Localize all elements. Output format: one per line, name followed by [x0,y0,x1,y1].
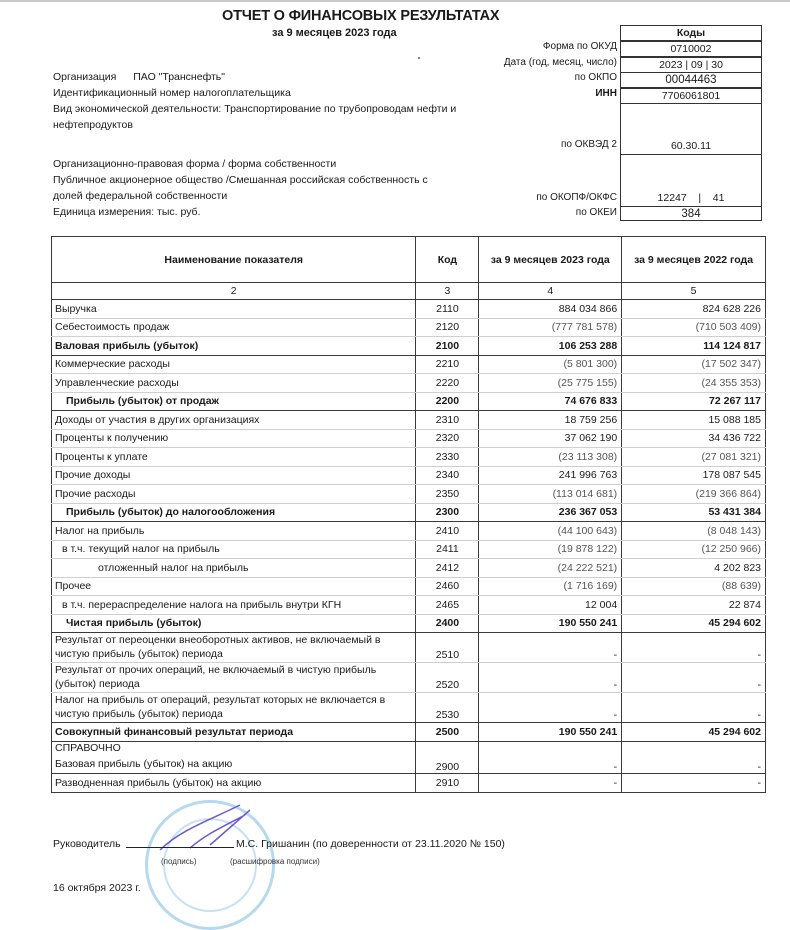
table-row [52,411,766,430]
table-row [52,577,766,596]
row-value-2022: 72 267 117 [622,392,766,411]
row-name: Прочие расходы [52,485,416,504]
table-row-reference-heading [52,741,766,755]
codes-label-date: Дата (год, месяц, число) [503,57,617,68]
row-value-2023: 12 004 [479,596,622,615]
row-name: Результат от переоценки внеоборотных активов, не включаемый в чистую прибыль (убыток) периода [52,633,416,663]
row-value-2023: 37 062 190 [479,429,622,448]
row-code: 2330 [416,448,479,467]
table-row [52,503,766,522]
table-row [52,540,766,559]
signature-caption: (подпись) [161,857,197,866]
organization-name: ПАО "Транснефть" [133,71,225,83]
table-row [52,522,766,541]
unit-label: Единица измерения: тыс. руб. [53,206,201,218]
row-name: Проценты к получению [52,429,416,448]
codes-value-okei: 384 [620,206,762,221]
activity-line-1: Вид экономической деятельности: Транспортирование по трубопроводам нефти и [53,103,457,115]
row-code: 2510 [416,633,479,663]
row-value-2022: (27 081 321) [622,448,766,467]
row-code: 2411 [416,540,479,559]
column-number: 4 [479,283,622,300]
row-name: Базовая прибыль (убыток) на акцию [52,755,416,774]
row-code: 2300 [416,503,479,522]
row-name: Доходы от участия в других организациях [52,411,416,430]
row-name: Себестоимость продаж [52,318,416,337]
signature-line [126,847,234,848]
row-value-2022: 22 874 [622,596,766,615]
column-number: 2 [52,283,416,300]
codes-label-okved: по ОКВЭД 2 [561,139,617,150]
codes-value-inn: 7706061801 [620,88,762,104]
row-value-2022: 15 088 185 [622,411,766,430]
table-row [52,663,766,693]
row-value-2023: 190 550 241 [479,723,622,742]
row-value-2022: (12 250 966) [622,540,766,559]
row-value-2022: (24 355 353) [622,374,766,393]
row-name: в т.ч. текущий налог на прибыль [52,540,416,559]
table-row [52,596,766,615]
row-code: 2350 [416,485,479,504]
table-row [52,614,766,633]
legal-form-line-2: долей федеральной собственности [53,190,228,202]
codes-value-date: 2023 | 09 | 30 [620,57,762,73]
legal-form-line-1: Публичное акционерное общество /Смешанная российская собственность с [53,174,428,186]
row-value-2022: (17 502 347) [622,355,766,374]
row-value-2023: (25 775 155) [479,374,622,393]
inn-label: Идентификационный номер налогоплательщика [53,87,291,99]
row-value-2022: 114 124 817 [622,337,766,356]
financial-results-table [51,236,766,793]
header-2022: за 9 месяцев 2022 года [622,237,766,283]
header-indicator-name: Наименование показателя [52,237,416,283]
row-code: 2100 [416,337,479,356]
row-value-2023: 241 996 763 [479,466,622,485]
row-value-2022: - [622,663,766,693]
row-name: Прочее [52,577,416,596]
row-name: отложенный налог на прибыль [52,559,416,578]
row-value-2023: - [479,774,622,793]
header-2023: за 9 месяцев 2023 года [479,237,622,283]
table-row [52,774,766,793]
row-code: 2320 [416,429,479,448]
codes-value-okopf: 12247 | 41 [620,154,762,207]
row-code: 2500 [416,723,479,742]
signature-name: М.С. Гришанин (по доверенности от 23.11.2020 № 150) [236,838,505,850]
row-name: Налог на прибыль от операций, результат которых не включается в чистую прибыль (убыток) периода [52,693,416,723]
row-name: Коммерческие расходы [52,355,416,374]
row-code: 2110 [416,300,479,319]
table-row [52,485,766,504]
row-name: Выручка [52,300,416,319]
signature-date: 16 октября 2023 г. [53,882,141,894]
row-name: Прибыль (убыток) до налогообложения [52,503,416,522]
document-title: ОТЧЕТ О ФИНАНСОВЫХ РЕЗУЛЬТАТАХ [222,8,500,24]
row-code: 2530 [416,693,479,723]
row-name: Чистая прибыль (убыток) [52,614,416,633]
codes-value-okved: 60.30.11 [620,103,762,155]
row-value-2022: (88 639) [622,577,766,596]
row-code: 2210 [416,355,479,374]
row-name: в т.ч. перераспределение налога на прибыль внутри КГН [52,596,416,615]
row-name: Результат от прочих операций, не включаемый в чистую прибыль (убыток) периода [52,663,416,693]
row-name: Налог на прибыль [52,522,416,541]
row-value-2022: - [622,693,766,723]
organization-label: Организация [53,71,117,83]
row-value-2022: 4 202 823 [622,559,766,578]
header-code: Код [416,237,479,283]
row-value-2023: 236 367 053 [479,503,622,522]
table-row [52,374,766,393]
legal-form-label: Организационно-правовая форма / форма собственности [53,158,337,170]
row-value-2023: (5 801 300) [479,355,622,374]
activity-line-2: нефтепродуктов [53,119,133,131]
table-row [52,693,766,723]
table-row [52,318,766,337]
table-row [52,355,766,374]
row-value-2022: (710 503 409) [622,318,766,337]
row-name: Разводненная прибыль (убыток) на акцию [52,774,416,793]
row-value-2023: - [479,693,622,723]
scan-dot [418,57,420,59]
row-code: 2220 [416,374,479,393]
codes-label-okopf: по ОКОПФ/ОКФС [536,192,617,203]
row-value-2023: - [479,741,622,774]
table-row [52,466,766,485]
table-row [52,429,766,448]
row-value-2023: 106 253 288 [479,337,622,356]
column-number: 5 [622,283,766,300]
table-row [52,300,766,319]
document-period: за 9 месяцев 2023 года [272,27,397,39]
table-row [52,448,766,467]
row-value-2022: - [622,774,766,793]
row-code: 2900 [416,741,479,774]
organization-line [53,69,225,85]
row-value-2023: (1 716 169) [479,577,622,596]
table-row [52,337,766,356]
row-value-2022: 34 436 722 [622,429,766,448]
row-value-2022: - [622,741,766,774]
row-name: Проценты к уплате [52,448,416,467]
table-header-row [52,237,766,283]
row-code: 2520 [416,663,479,693]
column-number-row [52,283,766,300]
row-name: СПРАВОЧНО [52,741,416,755]
row-code: 2200 [416,392,479,411]
row-code: 2120 [416,318,479,337]
row-name: Валовая прибыль (убыток) [52,337,416,356]
table-row [52,633,766,663]
table-row [52,559,766,578]
row-name: Прибыль (убыток) от продаж [52,392,416,411]
row-value-2023: (19 878 122) [479,540,622,559]
codes-header: Коды [620,25,762,41]
row-value-2022: 45 294 602 [622,614,766,633]
column-number: 3 [416,283,479,300]
row-code: 2460 [416,577,479,596]
row-code: 2465 [416,596,479,615]
top-border [0,0,790,2]
codes-value-okud: 0710002 [620,41,762,57]
row-value-2023: 884 034 866 [479,300,622,319]
row-value-2023: (24 222 521) [479,559,622,578]
row-code: 2310 [416,411,479,430]
table-row [52,392,766,411]
codes-label-okei: по ОКЕИ [575,207,617,218]
row-value-2022: 45 294 602 [622,723,766,742]
row-name: Управленческие расходы [52,374,416,393]
codes-label-okpo: по ОКПО [574,72,617,83]
signature-role: Руководитель [53,838,121,850]
row-value-2022: (219 366 864) [622,485,766,504]
row-value-2023: (777 781 578) [479,318,622,337]
row-value-2023: (23 113 308) [479,448,622,467]
row-name: Прочие доходы [52,466,416,485]
signature-scribble-icon [150,800,270,860]
row-value-2023: (44 100 643) [479,522,622,541]
row-value-2023: - [479,663,622,693]
signature-decode-caption: (расшифровка подписи) [230,857,320,866]
row-code: 2412 [416,559,479,578]
row-name: Совокупный финансовый результат периода [52,723,416,742]
row-value-2022: 824 628 226 [622,300,766,319]
row-code: 2410 [416,522,479,541]
row-value-2022: (8 048 143) [622,522,766,541]
row-value-2022: 178 087 545 [622,466,766,485]
row-code: 2910 [416,774,479,793]
row-value-2023: 18 759 256 [479,411,622,430]
row-value-2022: - [622,633,766,663]
row-value-2022: 53 431 384 [622,503,766,522]
row-value-2023: 74 676 833 [479,392,622,411]
row-value-2023: 190 550 241 [479,614,622,633]
codes-label-inn: ИНН [595,88,617,99]
row-value-2023: - [479,633,622,663]
codes-value-okpo: 00044463 [620,72,762,88]
codes-label-okud: Форма по ОКУД [542,41,617,52]
row-value-2023: (113 014 681) [479,485,622,504]
row-code: 2340 [416,466,479,485]
row-code: 2400 [416,614,479,633]
table-row [52,723,766,742]
